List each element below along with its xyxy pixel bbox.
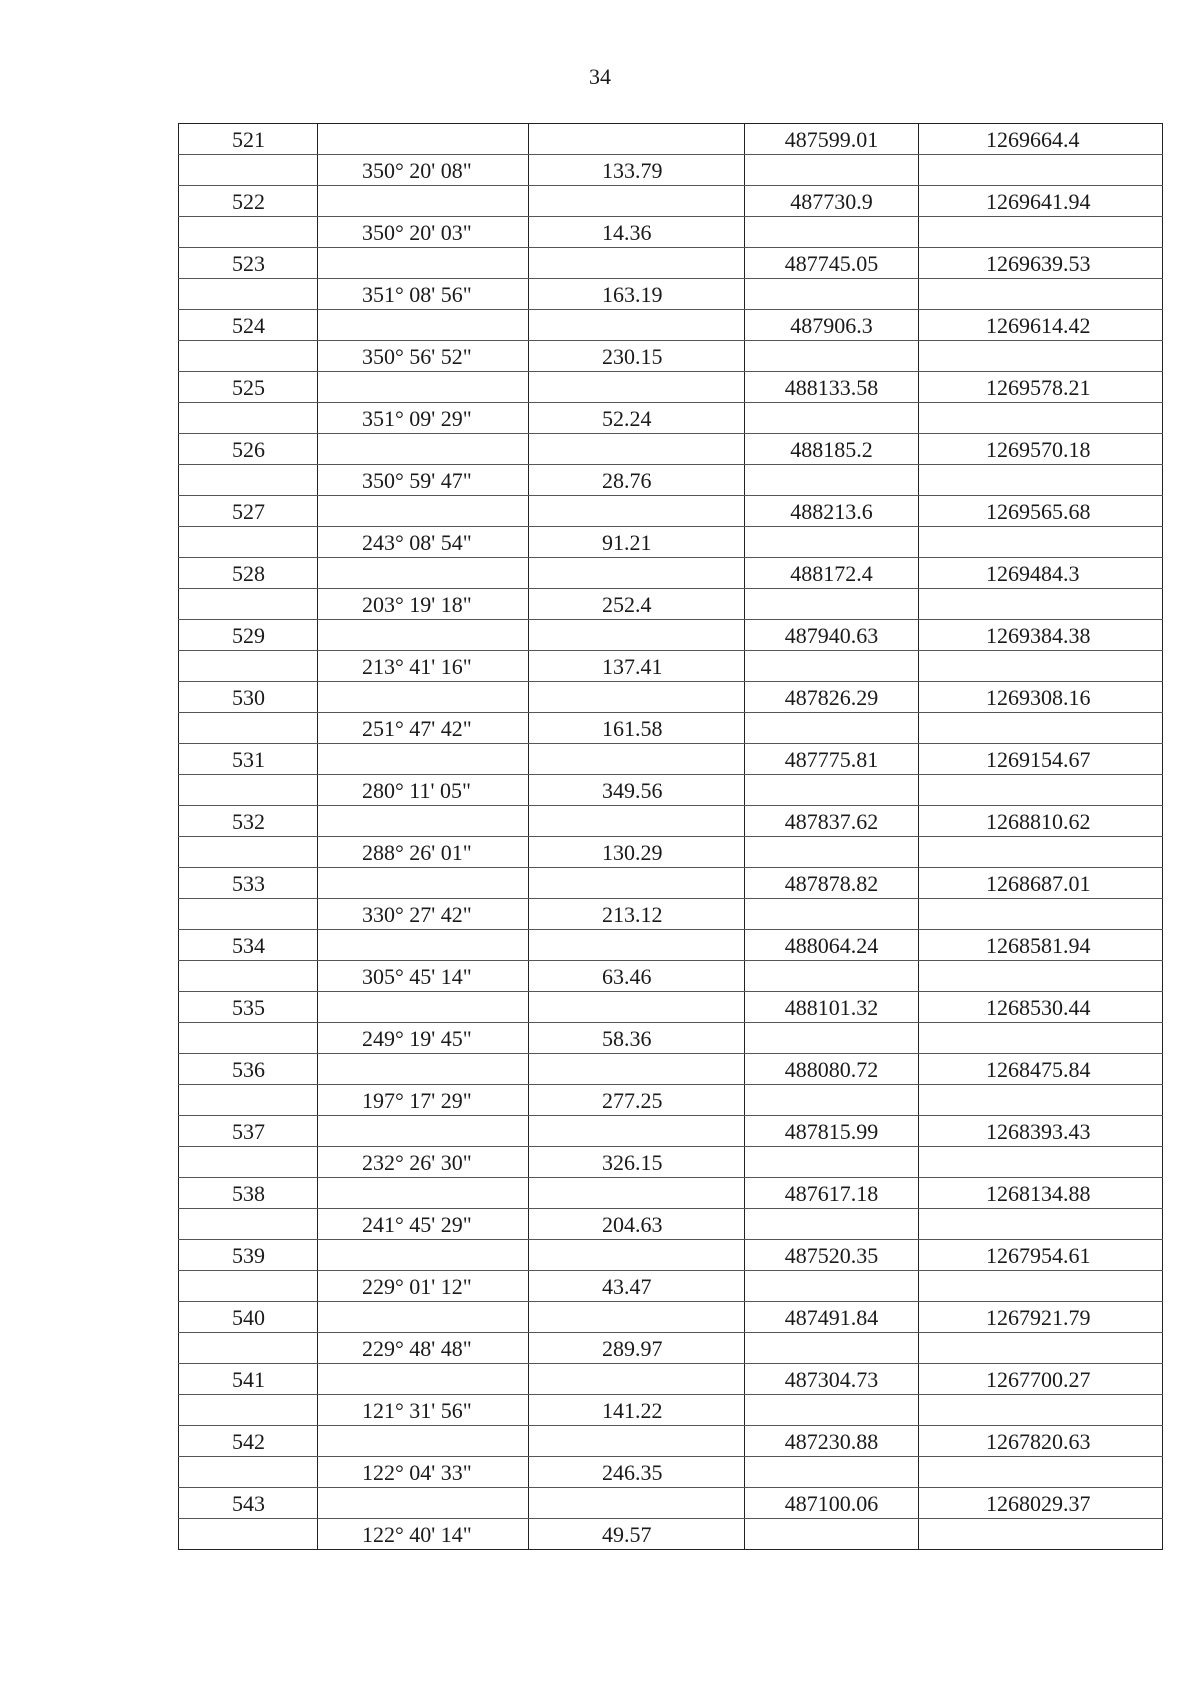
table-row — [179, 434, 1163, 465]
northing-cell — [745, 899, 919, 930]
northing-cell: 487730.9 — [745, 186, 919, 217]
northing-cell: 487837.62 — [745, 806, 919, 837]
northing-cell — [745, 775, 919, 806]
point-number-cell: 539 — [179, 1240, 318, 1271]
table-row — [179, 1209, 1163, 1240]
northing-cell — [745, 1023, 919, 1054]
easting-cell: 1268530.44 — [919, 992, 1163, 1023]
point-number-cell: 541 — [179, 1364, 318, 1395]
distance-cell — [529, 434, 745, 465]
easting-cell: 1268393.43 — [919, 1116, 1163, 1147]
distance-cell — [529, 1364, 745, 1395]
table-row — [179, 1147, 1163, 1178]
table-row — [179, 1023, 1163, 1054]
point-number-cell: 521 — [179, 124, 318, 155]
table-row — [179, 1426, 1163, 1457]
bearing-cell: 232° 26' 30" — [318, 1147, 529, 1178]
point-number-cell — [179, 837, 318, 868]
distance-cell — [529, 620, 745, 651]
northing-cell — [745, 1209, 919, 1240]
distance-cell — [529, 806, 745, 837]
bearing-cell: 229° 48' 48" — [318, 1333, 529, 1364]
easting-cell: 1268134.88 — [919, 1178, 1163, 1209]
bearing-cell: 243° 08' 54" — [318, 527, 529, 558]
northing-cell: 487906.3 — [745, 310, 919, 341]
bearing-cell — [318, 1054, 529, 1085]
distance-cell — [529, 124, 745, 155]
northing-cell: 488101.32 — [745, 992, 919, 1023]
distance-cell — [529, 930, 745, 961]
bearing-cell: 251° 47' 42" — [318, 713, 529, 744]
point-number-cell — [179, 1023, 318, 1054]
table-row — [179, 651, 1163, 682]
distance-cell — [529, 1240, 745, 1271]
point-number-cell: 522 — [179, 186, 318, 217]
easting-cell: 1268687.01 — [919, 868, 1163, 899]
bearing-cell: 351° 09' 29" — [318, 403, 529, 434]
bearing-cell — [318, 1364, 529, 1395]
northing-cell — [745, 155, 919, 186]
bearing-cell: 203° 19' 18" — [318, 589, 529, 620]
point-number-cell — [179, 713, 318, 744]
table-row — [179, 310, 1163, 341]
point-number-cell: 534 — [179, 930, 318, 961]
point-number-cell — [179, 1333, 318, 1364]
point-number-cell: 524 — [179, 310, 318, 341]
distance-cell — [529, 992, 745, 1023]
easting-cell — [919, 1147, 1163, 1178]
northing-cell — [745, 1519, 919, 1550]
bearing-cell — [318, 372, 529, 403]
bearing-cell — [318, 558, 529, 589]
distance-cell: 252.4 — [529, 589, 745, 620]
northing-cell — [745, 403, 919, 434]
easting-cell: 1268029.37 — [919, 1488, 1163, 1519]
table-row — [179, 248, 1163, 279]
table-row — [179, 620, 1163, 651]
easting-cell — [919, 589, 1163, 620]
point-number-cell: 529 — [179, 620, 318, 651]
table-row — [179, 1271, 1163, 1302]
easting-cell — [919, 1271, 1163, 1302]
bearing-cell — [318, 434, 529, 465]
distance-cell: 28.76 — [529, 465, 745, 496]
northing-cell: 487520.35 — [745, 1240, 919, 1271]
point-number-cell: 543 — [179, 1488, 318, 1519]
northing-cell: 487775.81 — [745, 744, 919, 775]
distance-cell: 213.12 — [529, 899, 745, 930]
bearing-cell — [318, 310, 529, 341]
distance-cell: 246.35 — [529, 1457, 745, 1488]
northing-cell — [745, 527, 919, 558]
distance-cell — [529, 186, 745, 217]
table-row — [179, 124, 1163, 155]
table-row — [179, 930, 1163, 961]
northing-cell: 488172.4 — [745, 558, 919, 589]
table-row — [179, 806, 1163, 837]
point-number-cell — [179, 403, 318, 434]
distance-cell: 14.36 — [529, 217, 745, 248]
bearing-cell — [318, 930, 529, 961]
easting-cell — [919, 1085, 1163, 1116]
table-row — [179, 868, 1163, 899]
easting-cell — [919, 1395, 1163, 1426]
table-row — [179, 527, 1163, 558]
bearing-cell — [318, 992, 529, 1023]
point-number-cell — [179, 279, 318, 310]
bearing-cell — [318, 1488, 529, 1519]
distance-cell — [529, 310, 745, 341]
point-number-cell: 536 — [179, 1054, 318, 1085]
table-row — [179, 837, 1163, 868]
easting-cell — [919, 1333, 1163, 1364]
bearing-cell: 241° 45' 29" — [318, 1209, 529, 1240]
distance-cell: 52.24 — [529, 403, 745, 434]
distance-cell: 289.97 — [529, 1333, 745, 1364]
table-row — [179, 961, 1163, 992]
easting-cell — [919, 1209, 1163, 1240]
distance-cell — [529, 248, 745, 279]
table-row — [179, 279, 1163, 310]
easting-cell — [919, 1457, 1163, 1488]
northing-cell — [745, 465, 919, 496]
distance-cell: 161.58 — [529, 713, 745, 744]
point-number-cell — [179, 217, 318, 248]
distance-cell: 326.15 — [529, 1147, 745, 1178]
easting-cell: 1269639.53 — [919, 248, 1163, 279]
distance-cell — [529, 1116, 745, 1147]
table-row — [179, 1364, 1163, 1395]
easting-cell — [919, 403, 1163, 434]
point-number-cell: 530 — [179, 682, 318, 713]
bearing-cell — [318, 248, 529, 279]
survey-coordinates-table — [178, 123, 1163, 1550]
bearing-cell: 229° 01' 12" — [318, 1271, 529, 1302]
bearing-cell — [318, 682, 529, 713]
point-number-cell — [179, 465, 318, 496]
easting-cell: 1268475.84 — [919, 1054, 1163, 1085]
northing-cell — [745, 713, 919, 744]
easting-cell: 1269154.67 — [919, 744, 1163, 775]
bearing-cell — [318, 1426, 529, 1457]
point-number-cell: 531 — [179, 744, 318, 775]
table-row — [179, 589, 1163, 620]
distance-cell — [529, 682, 745, 713]
northing-cell — [745, 1147, 919, 1178]
northing-cell: 487826.29 — [745, 682, 919, 713]
bearing-cell: 350° 20' 08" — [318, 155, 529, 186]
point-number-cell: 528 — [179, 558, 318, 589]
distance-cell — [529, 1488, 745, 1519]
table-row — [179, 682, 1163, 713]
bearing-cell: 288° 26' 01" — [318, 837, 529, 868]
point-number-cell — [179, 589, 318, 620]
northing-cell — [745, 341, 919, 372]
table-row — [179, 775, 1163, 806]
easting-cell — [919, 837, 1163, 868]
bearing-cell — [318, 806, 529, 837]
distance-cell: 58.36 — [529, 1023, 745, 1054]
bearing-cell: 197° 17' 29" — [318, 1085, 529, 1116]
table-row — [179, 372, 1163, 403]
bearing-cell: 350° 20' 03" — [318, 217, 529, 248]
table-row — [179, 186, 1163, 217]
table-row — [179, 899, 1163, 930]
table-row — [179, 155, 1163, 186]
distance-cell: 230.15 — [529, 341, 745, 372]
northing-cell: 487599.01 — [745, 124, 919, 155]
table-row — [179, 1488, 1163, 1519]
northing-cell: 487940.63 — [745, 620, 919, 651]
northing-cell — [745, 1085, 919, 1116]
easting-cell — [919, 961, 1163, 992]
northing-cell — [745, 1457, 919, 1488]
point-number-cell — [179, 1209, 318, 1240]
easting-cell — [919, 217, 1163, 248]
point-number-cell: 540 — [179, 1302, 318, 1333]
distance-cell: 163.19 — [529, 279, 745, 310]
distance-cell — [529, 496, 745, 527]
distance-cell: 137.41 — [529, 651, 745, 682]
table-row — [179, 558, 1163, 589]
distance-cell — [529, 372, 745, 403]
bearing-cell — [318, 186, 529, 217]
distance-cell: 204.63 — [529, 1209, 745, 1240]
table-row — [179, 341, 1163, 372]
northing-cell — [745, 1271, 919, 1302]
bearing-cell — [318, 1178, 529, 1209]
point-number-cell — [179, 341, 318, 372]
point-number-cell — [179, 1457, 318, 1488]
northing-cell: 487304.73 — [745, 1364, 919, 1395]
easting-cell — [919, 465, 1163, 496]
bearing-cell: 350° 59' 47" — [318, 465, 529, 496]
table-row — [179, 1054, 1163, 1085]
bearing-cell — [318, 1302, 529, 1333]
easting-cell — [919, 341, 1163, 372]
distance-cell: 63.46 — [529, 961, 745, 992]
point-number-cell — [179, 961, 318, 992]
bearing-cell: 121° 31' 56" — [318, 1395, 529, 1426]
northing-cell — [745, 837, 919, 868]
point-number-cell — [179, 1519, 318, 1550]
point-number-cell: 533 — [179, 868, 318, 899]
distance-cell: 130.29 — [529, 837, 745, 868]
bearing-cell — [318, 1240, 529, 1271]
distance-cell: 43.47 — [529, 1271, 745, 1302]
table-row — [179, 713, 1163, 744]
table-row — [179, 465, 1163, 496]
northing-cell: 487617.18 — [745, 1178, 919, 1209]
easting-cell — [919, 155, 1163, 186]
point-number-cell — [179, 1085, 318, 1116]
point-number-cell: 525 — [179, 372, 318, 403]
easting-cell: 1269384.38 — [919, 620, 1163, 651]
table-row — [179, 1519, 1163, 1550]
northing-cell: 487100.06 — [745, 1488, 919, 1519]
northing-cell: 487745.05 — [745, 248, 919, 279]
table-row — [179, 1116, 1163, 1147]
table-row — [179, 217, 1163, 248]
point-number-cell — [179, 527, 318, 558]
bearing-cell — [318, 1116, 529, 1147]
table-row — [179, 1178, 1163, 1209]
bearing-cell — [318, 124, 529, 155]
distance-cell — [529, 868, 745, 899]
easting-cell: 1269664.4 — [919, 124, 1163, 155]
bearing-cell: 351° 08' 56" — [318, 279, 529, 310]
easting-cell: 1268581.94 — [919, 930, 1163, 961]
point-number-cell: 542 — [179, 1426, 318, 1457]
table-row — [179, 1333, 1163, 1364]
easting-cell — [919, 713, 1163, 744]
point-number-cell — [179, 651, 318, 682]
easting-cell: 1267820.63 — [919, 1426, 1163, 1457]
northing-cell: 488213.6 — [745, 496, 919, 527]
bearing-cell: 280° 11' 05" — [318, 775, 529, 806]
distance-cell — [529, 744, 745, 775]
easting-cell — [919, 775, 1163, 806]
point-number-cell: 537 — [179, 1116, 318, 1147]
easting-cell — [919, 899, 1163, 930]
distance-cell: 141.22 — [529, 1395, 745, 1426]
northing-cell: 487878.82 — [745, 868, 919, 899]
bearing-cell — [318, 496, 529, 527]
point-number-cell: 538 — [179, 1178, 318, 1209]
page-number: 34 — [589, 64, 611, 89]
northing-cell — [745, 651, 919, 682]
point-number-cell — [179, 775, 318, 806]
point-number-cell — [179, 1395, 318, 1426]
point-number-cell: 523 — [179, 248, 318, 279]
northing-cell — [745, 961, 919, 992]
table-row — [179, 1395, 1163, 1426]
point-number-cell — [179, 899, 318, 930]
northing-cell: 488185.2 — [745, 434, 919, 465]
bearing-cell — [318, 620, 529, 651]
easting-cell: 1269570.18 — [919, 434, 1163, 465]
easting-cell: 1268810.62 — [919, 806, 1163, 837]
northing-cell — [745, 279, 919, 310]
easting-cell: 1267954.61 — [919, 1240, 1163, 1271]
easting-cell: 1267700.27 — [919, 1364, 1163, 1395]
distance-cell: 349.56 — [529, 775, 745, 806]
bearing-cell: 213° 41' 16" — [318, 651, 529, 682]
point-number-cell — [179, 155, 318, 186]
easting-cell — [919, 651, 1163, 682]
northing-cell — [745, 1333, 919, 1364]
point-number-cell: 526 — [179, 434, 318, 465]
easting-cell — [919, 527, 1163, 558]
point-number-cell — [179, 1147, 318, 1178]
easting-cell: 1267921.79 — [919, 1302, 1163, 1333]
point-number-cell — [179, 1271, 318, 1302]
table-body — [179, 124, 1163, 1550]
bearing-cell: 350° 56' 52" — [318, 341, 529, 372]
point-number-cell: 535 — [179, 992, 318, 1023]
northing-cell: 488133.58 — [745, 372, 919, 403]
table-row — [179, 1457, 1163, 1488]
bearing-cell: 305° 45' 14" — [318, 961, 529, 992]
table-row — [179, 1085, 1163, 1116]
distance-cell: 133.79 — [529, 155, 745, 186]
table-row — [179, 1240, 1163, 1271]
distance-cell — [529, 558, 745, 589]
distance-cell — [529, 1054, 745, 1085]
easting-cell — [919, 279, 1163, 310]
northing-cell: 488080.72 — [745, 1054, 919, 1085]
table-row — [179, 1302, 1163, 1333]
bearing-cell: 249° 19' 45" — [318, 1023, 529, 1054]
distance-cell — [529, 1426, 745, 1457]
bearing-cell — [318, 868, 529, 899]
point-number-cell: 532 — [179, 806, 318, 837]
distance-cell — [529, 1302, 745, 1333]
northing-cell — [745, 589, 919, 620]
northing-cell — [745, 1395, 919, 1426]
northing-cell: 487491.84 — [745, 1302, 919, 1333]
distance-cell: 49.57 — [529, 1519, 745, 1550]
table-row — [179, 992, 1163, 1023]
easting-cell: 1269308.16 — [919, 682, 1163, 713]
distance-cell: 91.21 — [529, 527, 745, 558]
distance-cell — [529, 1178, 745, 1209]
easting-cell: 1269484.3 — [919, 558, 1163, 589]
northing-cell — [745, 217, 919, 248]
northing-cell: 487230.88 — [745, 1426, 919, 1457]
point-number-cell: 527 — [179, 496, 318, 527]
table-row — [179, 496, 1163, 527]
bearing-cell: 122° 04' 33" — [318, 1457, 529, 1488]
easting-cell: 1269641.94 — [919, 186, 1163, 217]
northing-cell: 488064.24 — [745, 930, 919, 961]
distance-cell: 277.25 — [529, 1085, 745, 1116]
easting-cell: 1269565.68 — [919, 496, 1163, 527]
bearing-cell: 330° 27' 42" — [318, 899, 529, 930]
table-row — [179, 744, 1163, 775]
easting-cell: 1269578.21 — [919, 372, 1163, 403]
easting-cell — [919, 1023, 1163, 1054]
bearing-cell — [318, 744, 529, 775]
northing-cell: 487815.99 — [745, 1116, 919, 1147]
easting-cell — [919, 1519, 1163, 1550]
bearing-cell: 122° 40' 14" — [318, 1519, 529, 1550]
easting-cell: 1269614.42 — [919, 310, 1163, 341]
table-row — [179, 403, 1163, 434]
